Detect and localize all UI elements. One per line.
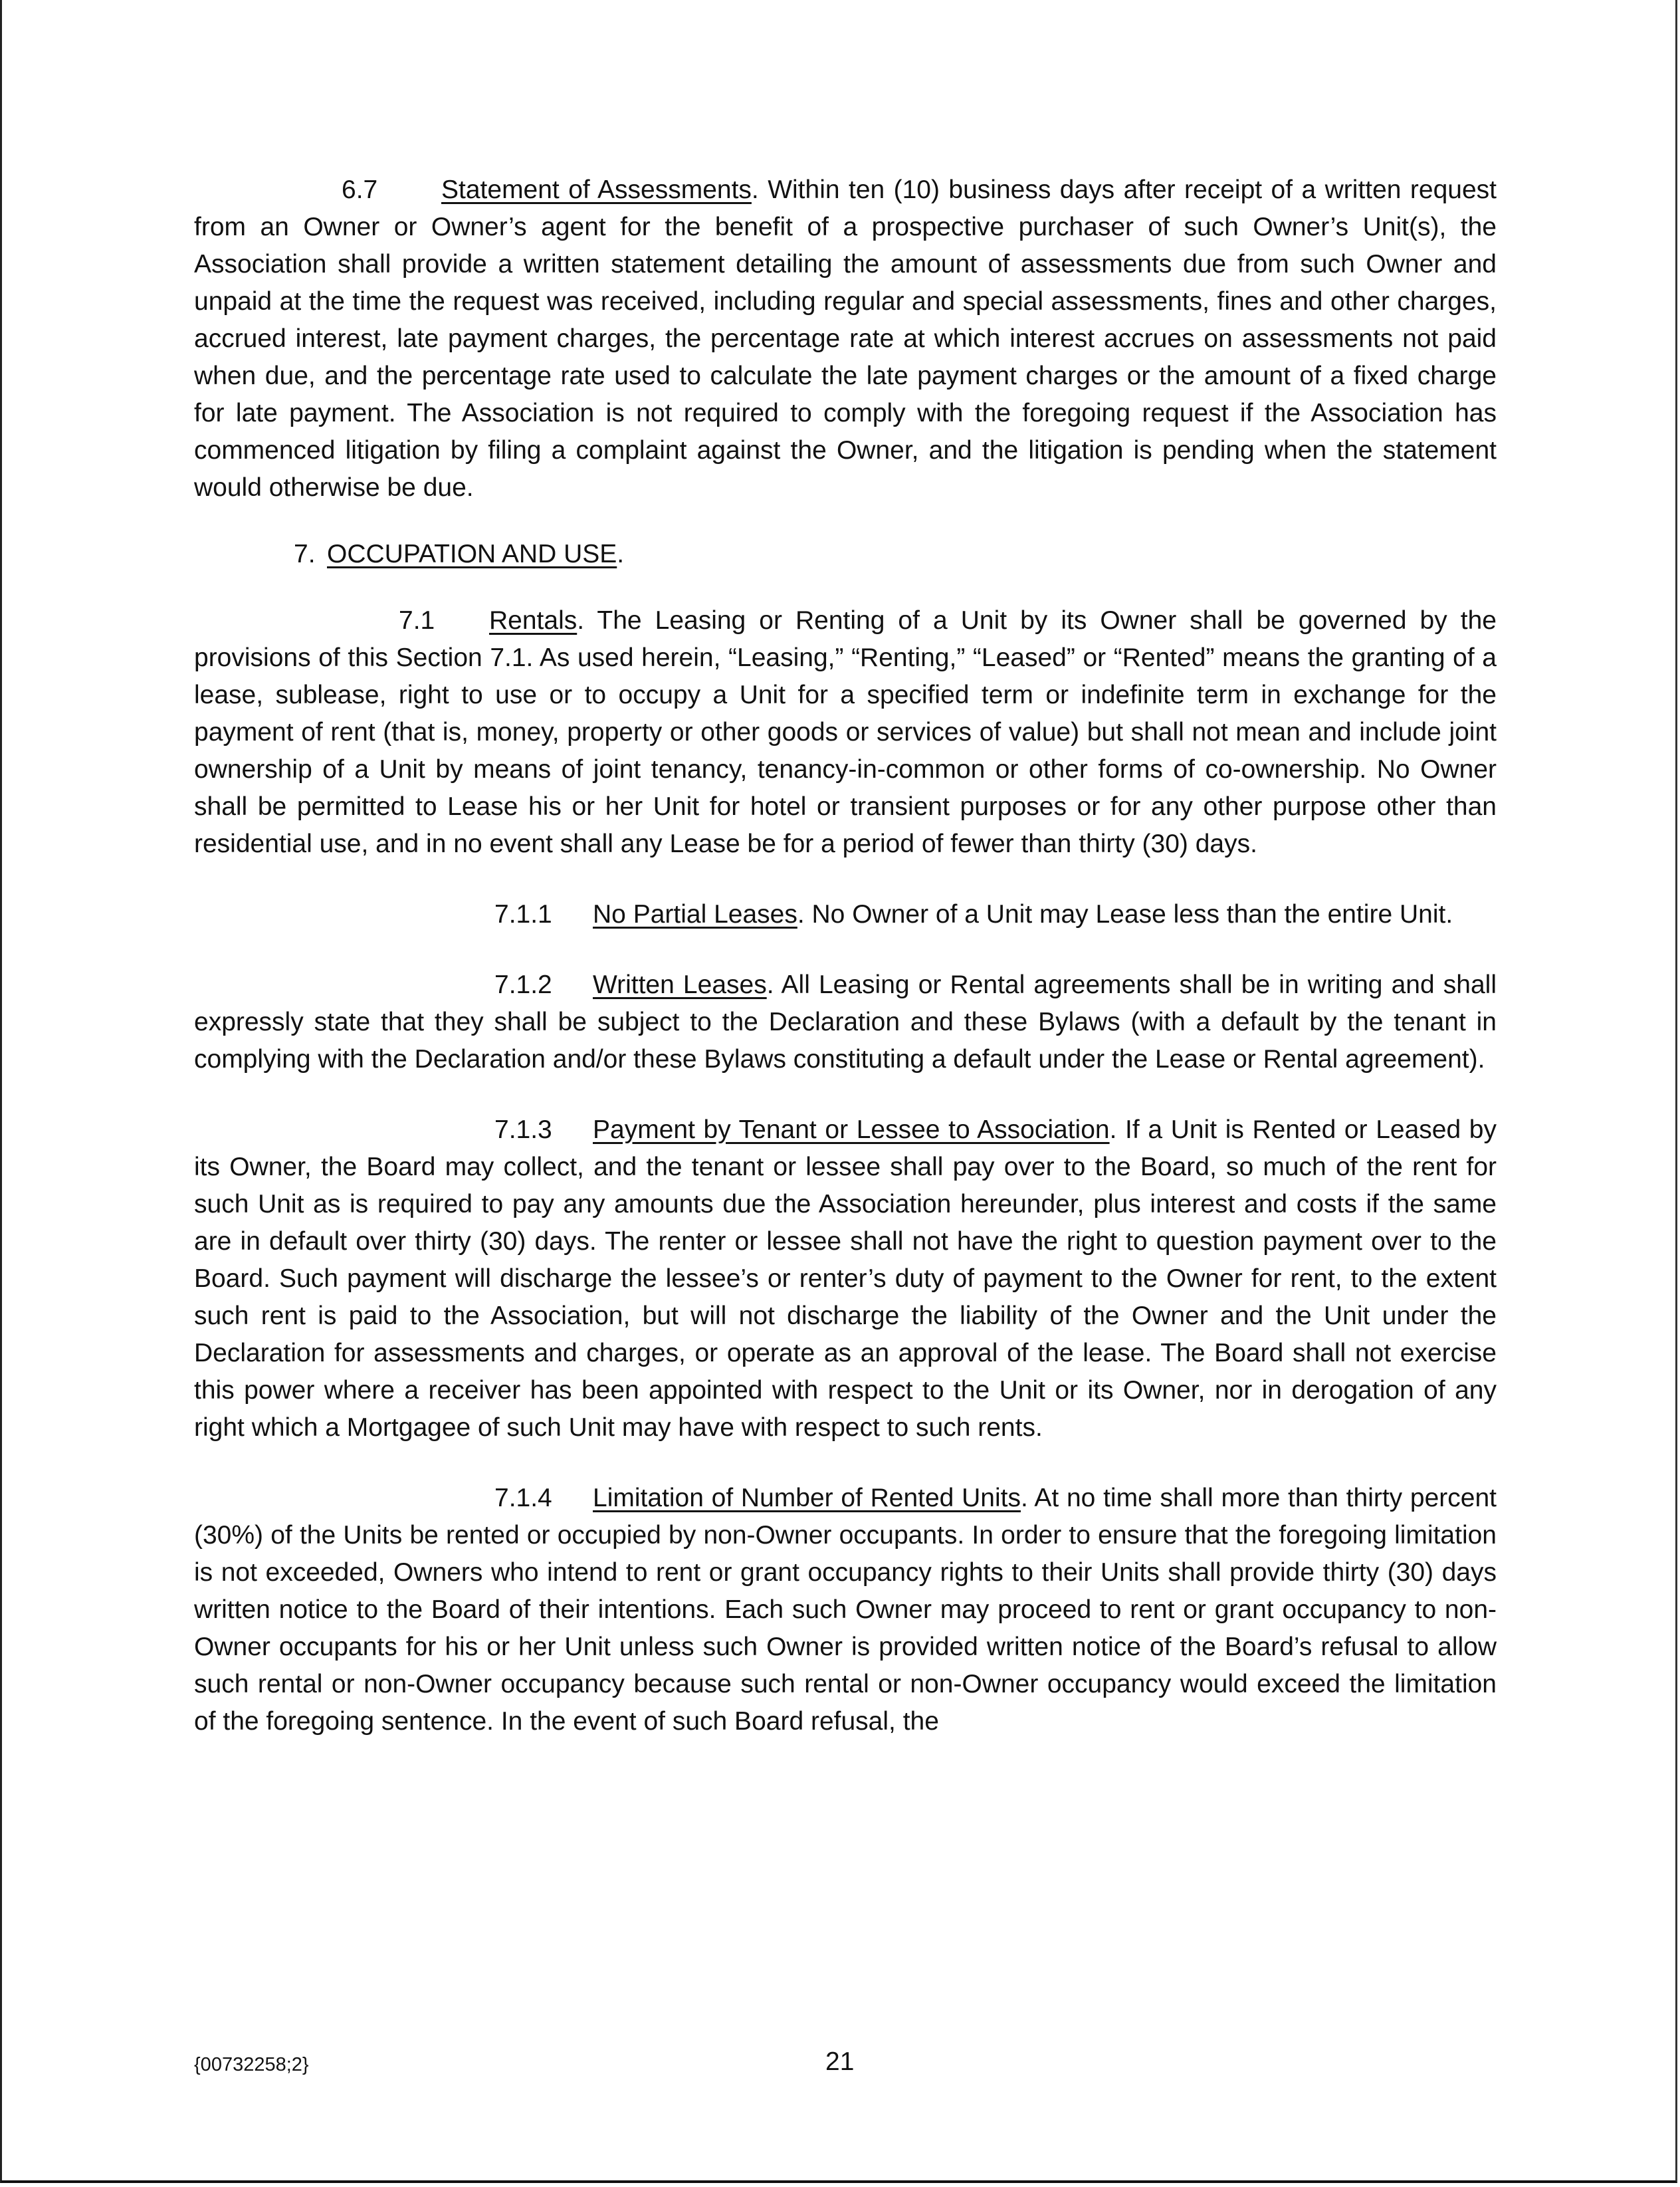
section-heading: Payment by Tenant or Lessee to Association (593, 1115, 1110, 1144)
document-page (194, 172, 1497, 1740)
section-7-1-3 (194, 1111, 1497, 1446)
section-body: . Within ten (10) business days after receipt of a written request from an Owner or Owner’s agent for the benefit of a prospective purchaser of such Owner’s Unit(s), the Association shall provide a written statement detailing the amount of assessments due from such Owner and unpaid at the time the request was received, including regular and special assessments, fines and other charges, accrued interest, late payment charges, the percentage rate at which interest accrues on assessments not paid when due, and the percentage rate used to calculate the late payment charges or the amount of a fixed charge for late payment. The Association is not required to comply with the foregoing request if the Association has commenced litigation by filing a complaint against the Owner, and the litigation is pending when the statement would otherwise be due. (194, 175, 1497, 502)
footer-document-id: {00732258;2} (194, 2054, 309, 2075)
section-heading: Rentals (489, 606, 578, 635)
section-body: . The Leasing or Renting of a Unit by its Owner shall be governed by the provisions of this Section 7.1. As used herein, “Leasing,” “Renting,” “Leased” or “Rented” means the granting of a lease, sublease, right to use or to occupy a Unit for a specified term or indefinite term in exchange for the payment of rent (that is, money, property or other goods or services of value) but shall not mean and include joint ownership of a Unit by means of joint tenancy, tenancy-in-common or other forms of co-ownership. No Owner shall be permitted to Lease his or her Unit for hotel or transient purposes or for any other purpose other than residential use, and in no event shall any Lease be for a period of fewer than thirty (30) days. (194, 606, 1497, 858)
footer-page-number: 21 (825, 2047, 855, 2076)
section-body: . All Leasing or Rental agreements shall be in writing and shall expressly state that they shall be subject to the Declaration and these Bylaws (with a default by the tenant in complying with the Declaration and/or these Bylaws constituting a default under the Lease or Rental agreement). (194, 971, 1497, 1074)
section-6-7 (194, 172, 1497, 507)
section-heading: Limitation of Number of Rented Units (593, 1484, 1021, 1512)
section-7-1-2 (194, 967, 1497, 1078)
section-7-1-1 (194, 896, 1497, 933)
section-7-1 (194, 602, 1497, 863)
section-number: 7. (294, 540, 316, 568)
section-number: 7.1.3 (494, 1115, 552, 1144)
section-heading: Written Leases (593, 971, 767, 999)
section-number: 7.1.1 (494, 900, 552, 929)
section-body: . If a Unit is Rented or Leased by its Owner, the Board may collect, and the tenant or lessee shall pay over to the Board, so much of the rent for such Unit as is required to pay any amounts due the Association hereunder, plus interest and costs if the same are in default over thirty (30) days. The renter or lessee shall not have the right to question payment over to the Board. Such payment will discharge the lessee’s or renter’s duty of payment to the Owner for rent, to the extent such rent is paid to the Association, but will not discharge the liability of the Owner and the Unit under the Declaration for assessments and charges, or operate as an approval of the lease. The Board shall not exercise this power where a receiver has been appointed with respect to the Unit or its Owner, nor in derogation of any right which a Mortgagee of such Unit may have with respect to such rents. (194, 1115, 1497, 1442)
section-heading: Statement of Assessments (441, 175, 752, 204)
section-number: 7.1.2 (494, 971, 552, 999)
section-number: 6.7 (342, 175, 378, 204)
section-heading: OCCUPATION AND USE (327, 540, 617, 568)
section-heading-tail: . (617, 540, 625, 568)
section-number: 7.1 (399, 606, 435, 635)
section-body: . At no time shall more than thirty percent (30%) of the Units be rented or occupied by non-Owner occupants. In order to ensure that the foregoing limitation is not exceeded, Owners who intend to rent or grant occupancy rights to their Units shall provide thirty (30) days written notice to the Board of their intentions. Each such Owner may proceed to rent or grant occupancy to non-Owner occupants for his or her Unit unless such Owner is provided written notice of the Board’s refusal to allow such rental or non-Owner occupancy because such rental or non-Owner occupancy would exceed the limitation of the foregoing sentence. In the event of such Board refusal, the (194, 1484, 1497, 1736)
section-number: 7.1.4 (494, 1484, 552, 1512)
section-7 (194, 536, 1497, 573)
section-body: . No Owner of a Unit may Lease less than the entire Unit. (797, 900, 1453, 929)
section-heading: No Partial Leases (593, 900, 797, 929)
section-7-1-4 (194, 1480, 1497, 1740)
